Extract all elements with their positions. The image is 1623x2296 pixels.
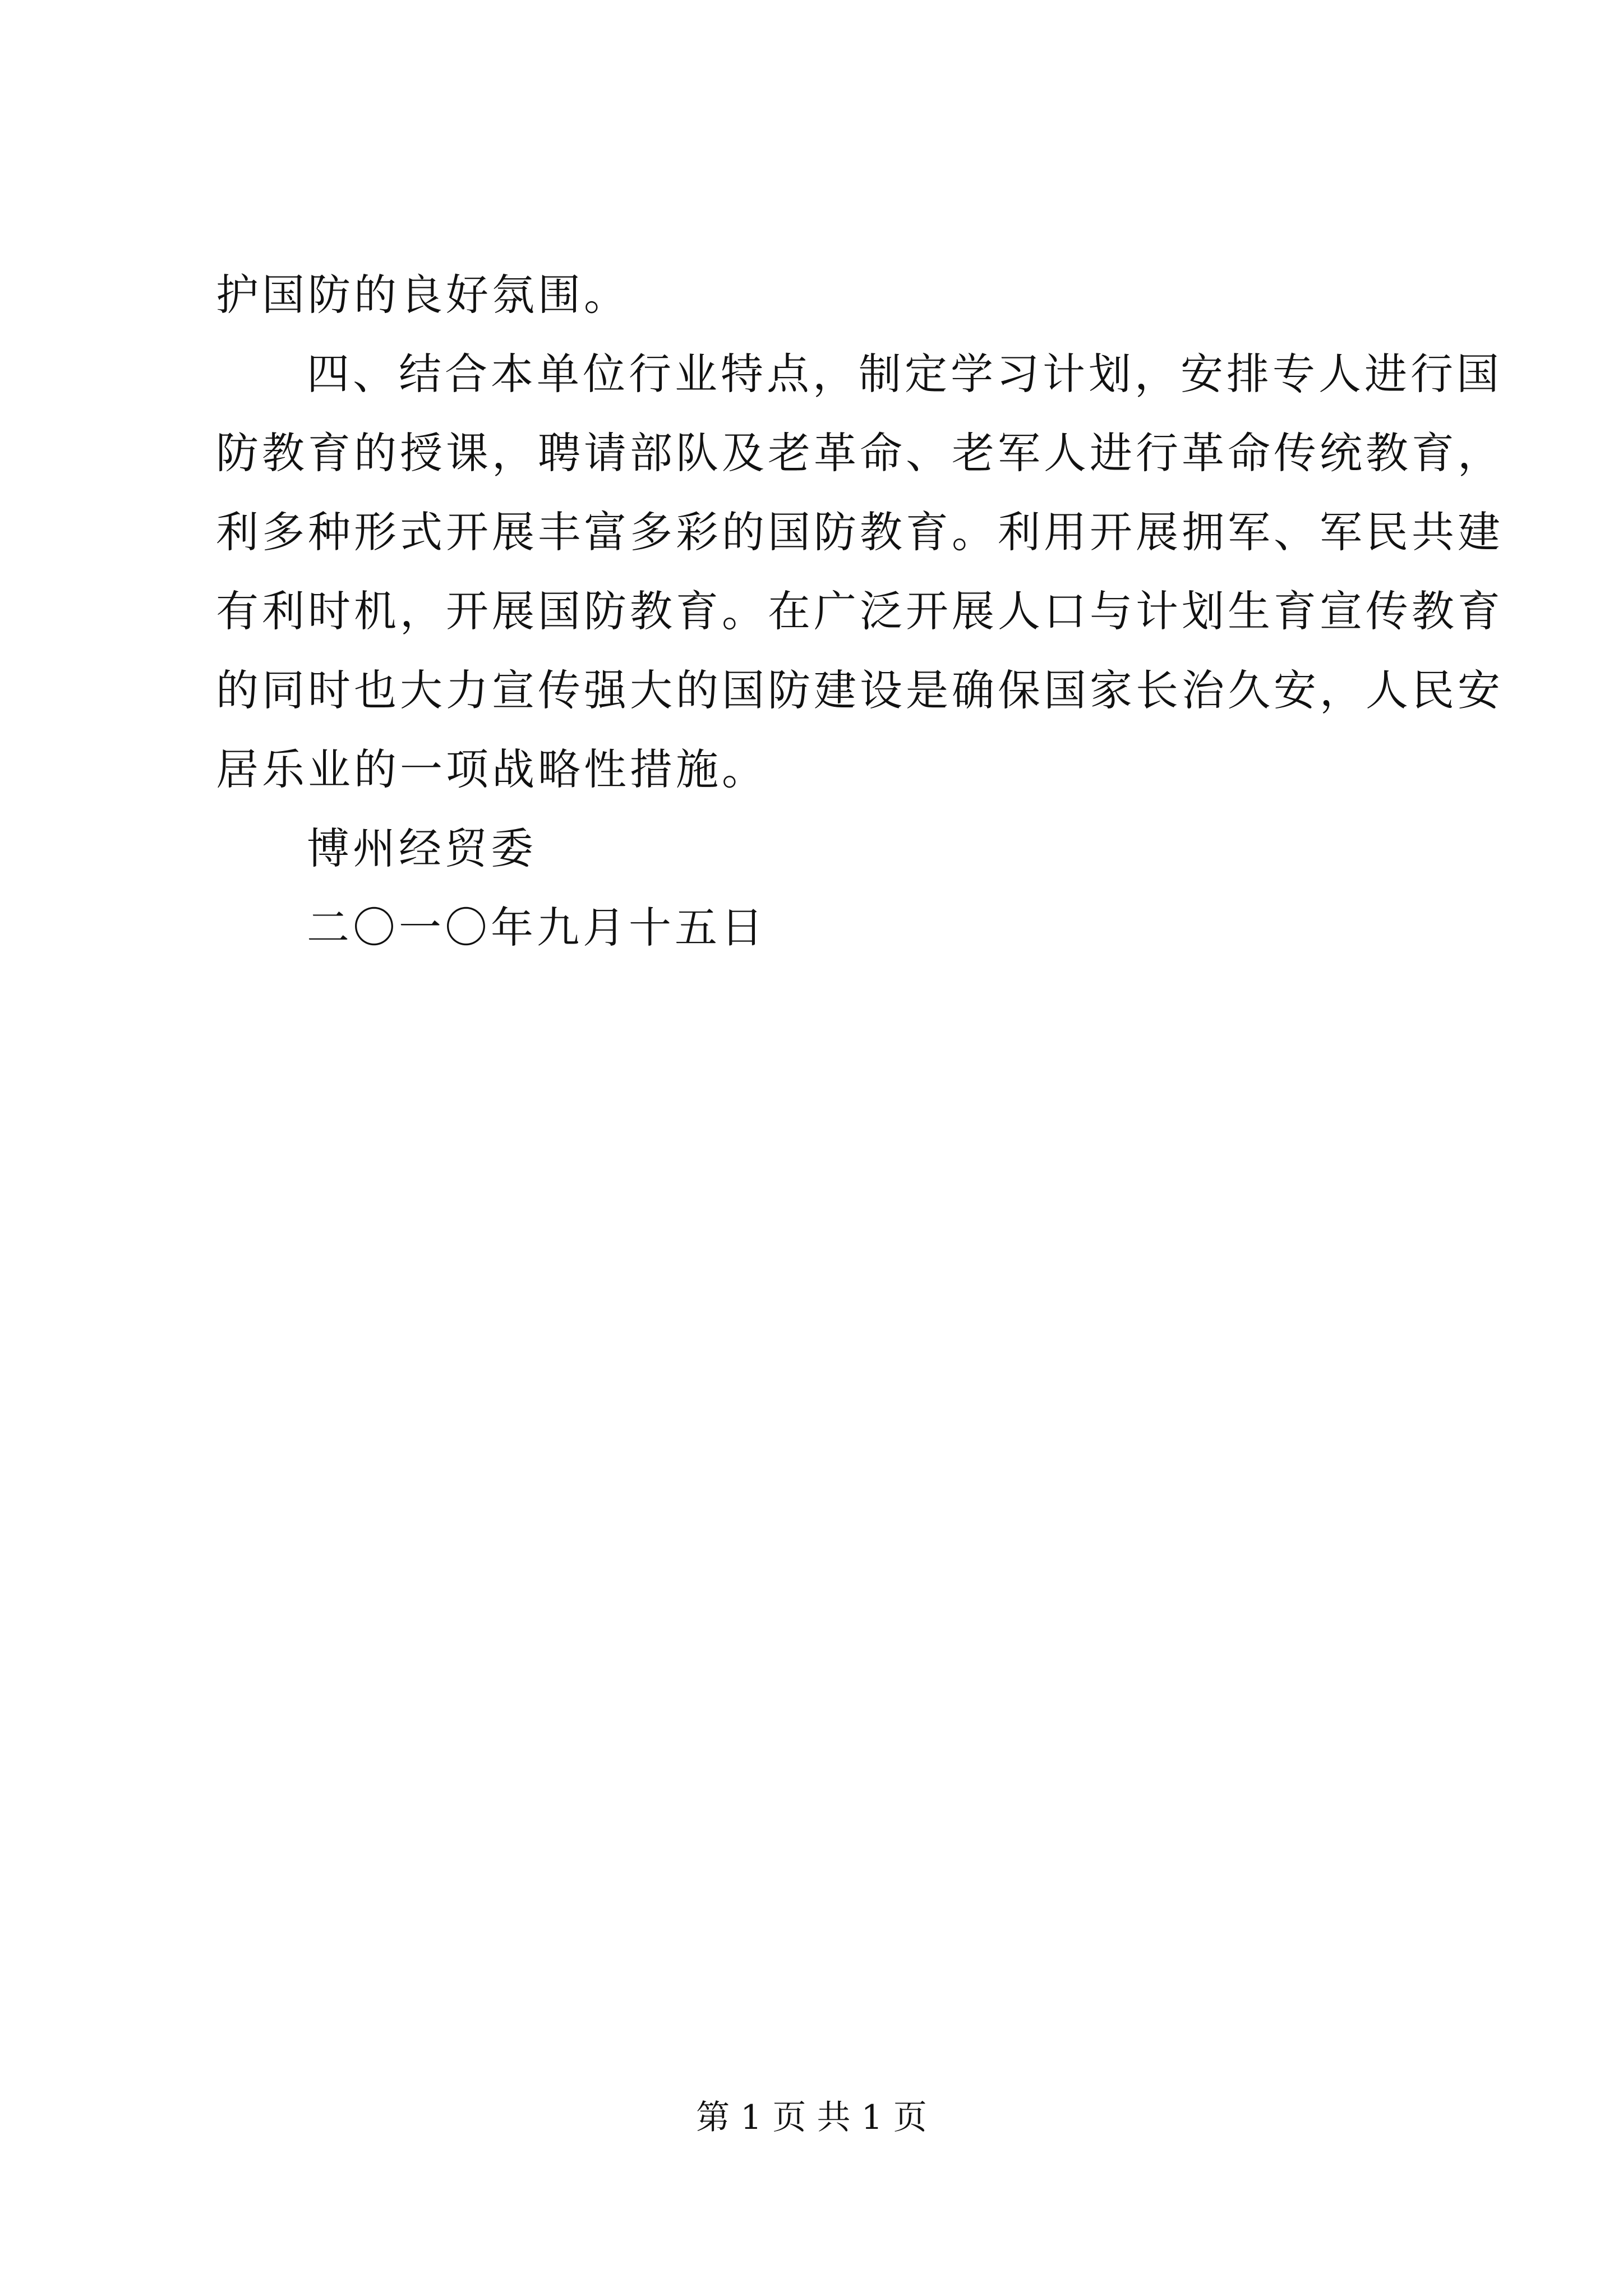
paragraph-line: 居乐业的一项战略性措施。: [216, 744, 768, 794]
signature-organization: 博州经贸委: [307, 823, 537, 873]
paragraph-line: 护国防的良好氛围。: [216, 270, 630, 320]
page-footer: 第 1 页 共 1 页: [696, 2098, 927, 2137]
paragraph-line: 防教育的授课，聘请部队及老革命、老军人进行革命传统教育，: [216, 428, 1504, 478]
paragraph-line: 有利时机，开展国防教育。在广泛开展人口与计划生育宣传教育: [216, 586, 1504, 636]
paragraph-line: 利多种形式开展丰富多彩的国防教育。利用开展拥军、军民共建: [216, 507, 1504, 557]
document-body: [216, 255, 1504, 967]
paragraph-line: 四、结合本单位行业特点，制定学习计划，安排专人进行国: [307, 349, 1502, 399]
paragraph-line: 的同时也大力宣传强大的国防建设是确保国家长治久安，人民安: [216, 665, 1504, 715]
signature-date: 二〇一〇年九月十五日: [307, 903, 767, 953]
